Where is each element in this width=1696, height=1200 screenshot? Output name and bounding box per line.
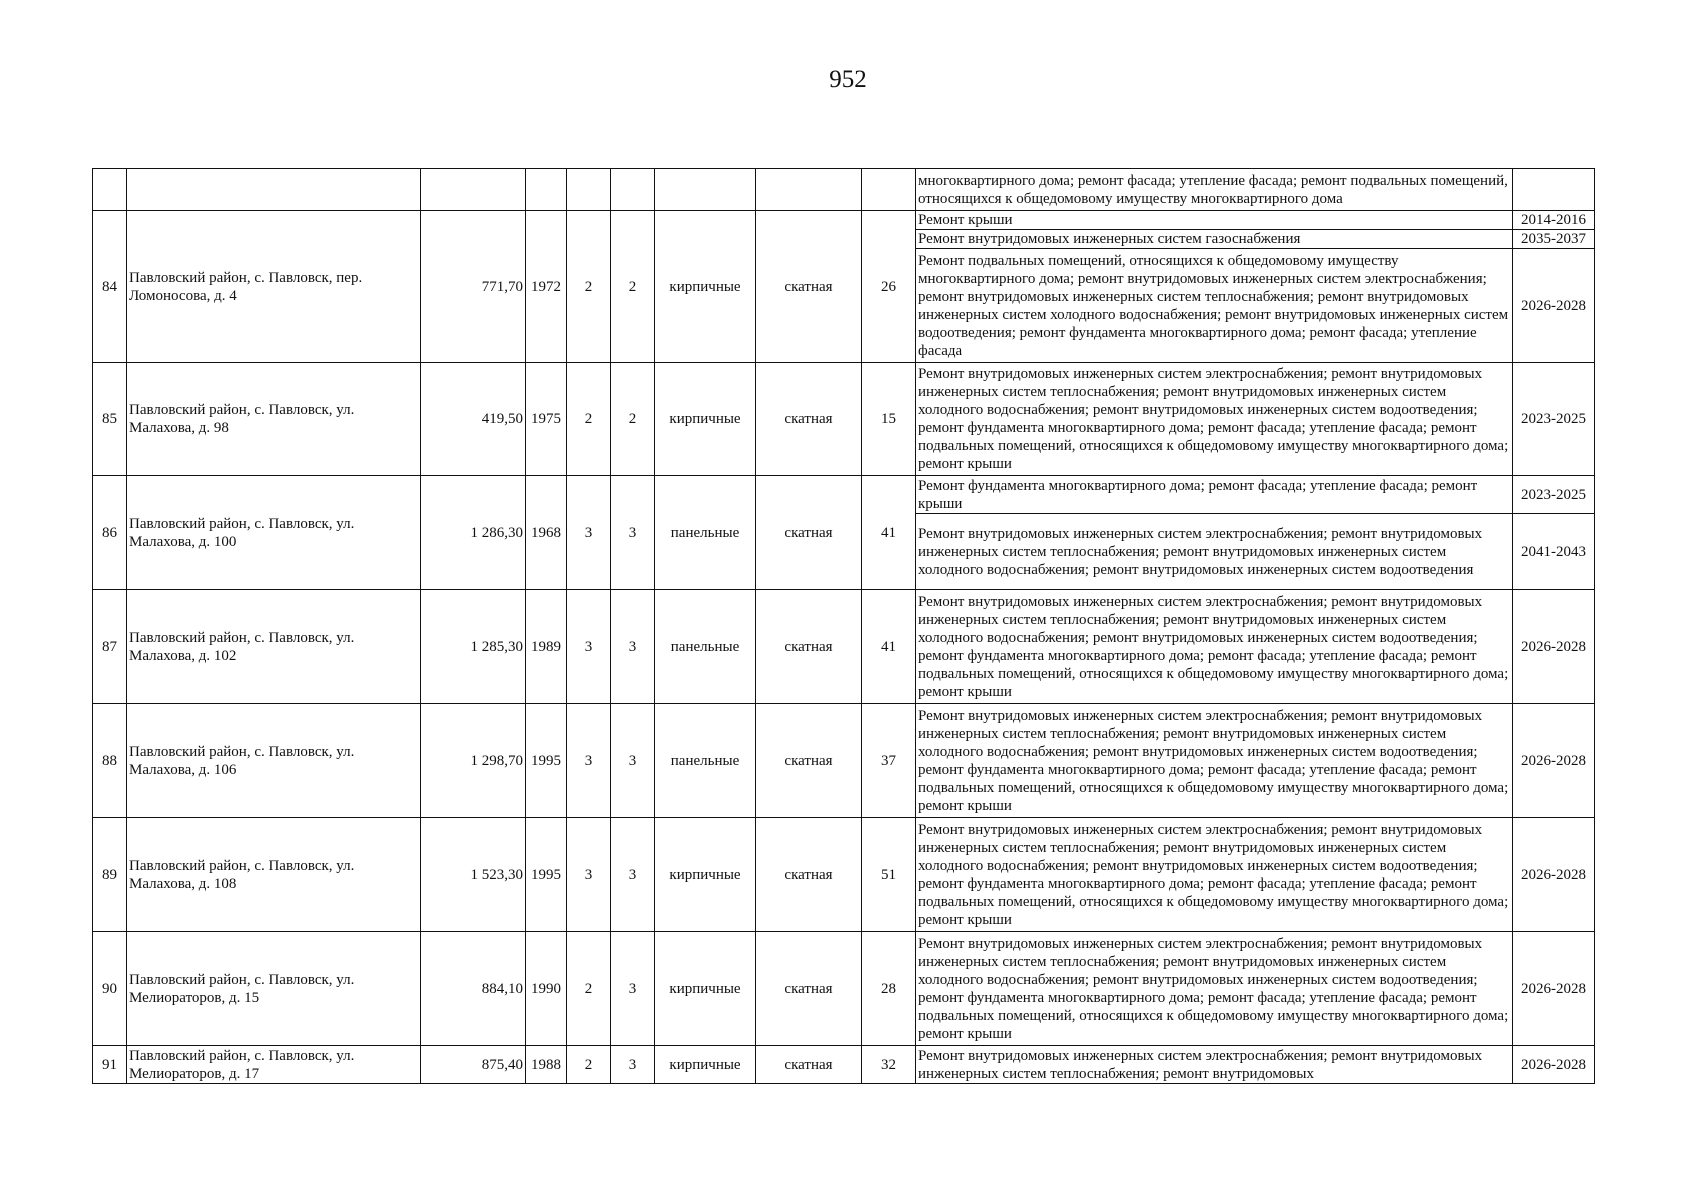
continuation-row xyxy=(93,169,1595,211)
table-row xyxy=(93,818,1595,932)
residents-cell: 28 xyxy=(862,932,916,1046)
area-cell: 1 523,30 xyxy=(421,818,526,932)
entrances-cell: 2 xyxy=(611,363,655,476)
address-cell: Павловский район, с. Павловск, ул. Мелиораторов, д. 15 xyxy=(127,932,421,1046)
roof-type-cell: скатная xyxy=(756,1046,862,1084)
empty-cell xyxy=(862,169,916,211)
area-cell: 1 286,30 xyxy=(421,476,526,590)
wall-material-cell: кирпичные xyxy=(655,818,756,932)
empty-cell xyxy=(93,169,127,211)
empty-cell xyxy=(655,169,756,211)
work-description-cell: Ремонт подвальных помещений, относящихся к общедомовому имуществу многоквартирного дома; ремонт внутридомовых инженерных систем электроснабжения; ремонт внутридомовых инженерных систем теплоснабжения; ремонт внутридомовых инженерных систем холодного водоснабжения; ремонт внутридомовых инженерных систем водоотведения; ремонт фундамента многоквартирного дома; ремонт фасада; утепление фасада xyxy=(916,249,1513,363)
repair-period-cell: 2026-2028 xyxy=(1513,818,1595,932)
entrances-cell: 2 xyxy=(611,211,655,363)
residents-cell: 26 xyxy=(862,211,916,363)
entrances-cell: 3 xyxy=(611,932,655,1046)
repair-period-cell: 2014-2016 xyxy=(1513,211,1595,230)
address-cell: Павловский район, с. Павловск, ул. Малахова, д. 106 xyxy=(127,704,421,818)
empty-cell xyxy=(567,169,611,211)
floors-cell: 3 xyxy=(567,704,611,818)
work-description-cell: Ремонт фундамента многоквартирного дома; ремонт фасада; утепление фасада; ремонт крыши xyxy=(916,476,1513,514)
roof-type-cell: скатная xyxy=(756,211,862,363)
year-cell: 1968 xyxy=(526,476,567,590)
year-cell: 1972 xyxy=(526,211,567,363)
empty-cell xyxy=(1513,169,1595,211)
address-cell: Павловский район, с. Павловск, ул. Малахова, д. 102 xyxy=(127,590,421,704)
year-cell: 1990 xyxy=(526,932,567,1046)
roof-type-cell: скатная xyxy=(756,818,862,932)
work-description-cell: Ремонт внутридомовых инженерных систем электроснабжения; ремонт внутридомовых инженерных систем теплоснабжения; ремонт внутридомовых инженерных систем холодного водоснабжения; ремонт внутридомовых инженерных систем водоотведения; ремонт фундамента многоквартирного дома; ремонт фасада; утепление фасада; ремонт подвальных помещений, относящихся к общедомовому имуществу многоквартирного дома; ремонт крыши xyxy=(916,818,1513,932)
repair-period-cell: 2026-2028 xyxy=(1513,932,1595,1046)
empty-cell xyxy=(421,169,526,211)
year-cell: 1995 xyxy=(526,818,567,932)
floors-cell: 2 xyxy=(567,1046,611,1084)
repair-period-cell: 2026-2028 xyxy=(1513,1046,1595,1084)
floors-cell: 3 xyxy=(567,818,611,932)
empty-cell xyxy=(756,169,862,211)
roof-type-cell: скатная xyxy=(756,363,862,476)
work-description-cell: Ремонт внутридомовых инженерных систем электроснабжения; ремонт внутридомовых инженерных систем теплоснабжения; ремонт внутридомовых инженерных систем холодного водоснабжения; ремонт внутридомовых инженерных систем водоотведения xyxy=(916,514,1513,590)
table-row xyxy=(93,704,1595,818)
year-cell: 1988 xyxy=(526,1046,567,1084)
row-number: 90 xyxy=(93,932,127,1046)
floors-cell: 2 xyxy=(567,211,611,363)
work-description-cell: Ремонт внутридомовых инженерных систем газоснабжения xyxy=(916,230,1513,249)
work-description-cell: Ремонт внутридомовых инженерных систем электроснабжения; ремонт внутридомовых инженерных систем теплоснабжения; ремонт внутридомовых инженерных систем холодного водоснабжения; ремонт внутридомовых инженерных систем водоотведения; ремонт фундамента многоквартирного дома; ремонт фасада; утепление фасада; ремонт подвальных помещений, относящихся к общедомовому имуществу многоквартирного дома; ремонт крыши xyxy=(916,932,1513,1046)
table-row xyxy=(93,363,1595,476)
row-number: 91 xyxy=(93,1046,127,1084)
residents-cell: 51 xyxy=(862,818,916,932)
area-cell: 1 298,70 xyxy=(421,704,526,818)
year-cell: 1995 xyxy=(526,704,567,818)
table-row xyxy=(93,932,1595,1046)
wall-material-cell: кирпичные xyxy=(655,363,756,476)
repair-period-cell: 2035-2037 xyxy=(1513,230,1595,249)
address-cell: Павловский район, с. Павловск, ул. Малахова, д. 108 xyxy=(127,818,421,932)
entrances-cell: 3 xyxy=(611,1046,655,1084)
floors-cell: 2 xyxy=(567,932,611,1046)
residents-cell: 15 xyxy=(862,363,916,476)
work-description-cell: Ремонт внутридомовых инженерных систем электроснабжения; ремонт внутридомовых инженерных систем теплоснабжения; ремонт внутридомовых инженерных систем холодного водоснабжения; ремонт внутридомовых инженерных систем водоотведения; ремонт фундамента многоквартирного дома; ремонт фасада; утепление фасада; ремонт подвальных помещений, относящихся к общедомовому имуществу многоквартирного дома; ремонт крыши xyxy=(916,704,1513,818)
row-number: 88 xyxy=(93,704,127,818)
area-cell: 419,50 xyxy=(421,363,526,476)
row-number: 87 xyxy=(93,590,127,704)
table-row xyxy=(93,1046,1595,1084)
wall-material-cell: кирпичные xyxy=(655,1046,756,1084)
address-cell: Павловский район, с. Павловск, ул. Мелиораторов, д. 17 xyxy=(127,1046,421,1084)
row-number: 84 xyxy=(93,211,127,363)
roof-type-cell: скатная xyxy=(756,704,862,818)
work-description-cell: Ремонт крыши xyxy=(916,211,1513,230)
table-body xyxy=(93,169,1595,1084)
address-cell: Павловский район, с. Павловск, ул. Малахова, д. 100 xyxy=(127,476,421,590)
table-row xyxy=(93,476,1595,514)
empty-cell xyxy=(526,169,567,211)
roof-type-cell: скатная xyxy=(756,932,862,1046)
row-number: 89 xyxy=(93,818,127,932)
entrances-cell: 3 xyxy=(611,704,655,818)
repair-period-cell: 2026-2028 xyxy=(1513,249,1595,363)
repair-period-cell: 2026-2028 xyxy=(1513,590,1595,704)
address-cell: Павловский район, с. Павловск, ул. Малахова, д. 98 xyxy=(127,363,421,476)
row-number: 85 xyxy=(93,363,127,476)
row-number: 86 xyxy=(93,476,127,590)
floors-cell: 3 xyxy=(567,590,611,704)
repair-period-cell: 2023-2025 xyxy=(1513,363,1595,476)
entrances-cell: 3 xyxy=(611,590,655,704)
entrances-cell: 3 xyxy=(611,818,655,932)
year-cell: 1975 xyxy=(526,363,567,476)
housing-repair-table xyxy=(92,168,1595,1084)
empty-cell xyxy=(611,169,655,211)
area-cell: 884,10 xyxy=(421,932,526,1046)
residents-cell: 37 xyxy=(862,704,916,818)
repair-period-cell: 2023-2025 xyxy=(1513,476,1595,514)
wall-material-cell: панельные xyxy=(655,704,756,818)
residents-cell: 32 xyxy=(862,1046,916,1084)
page-number: 952 xyxy=(829,66,867,93)
area-cell: 875,40 xyxy=(421,1046,526,1084)
wall-material-cell: кирпичные xyxy=(655,932,756,1046)
residents-cell: 41 xyxy=(862,476,916,590)
entrances-cell: 3 xyxy=(611,476,655,590)
repair-period-cell: 2041-2043 xyxy=(1513,514,1595,590)
area-cell: 1 285,30 xyxy=(421,590,526,704)
roof-type-cell: скатная xyxy=(756,476,862,590)
work-description-cell: Ремонт внутридомовых инженерных систем электроснабжения; ремонт внутридомовых инженерных систем теплоснабжения; ремонт внутридомовых xyxy=(916,1046,1513,1084)
residents-cell: 41 xyxy=(862,590,916,704)
work-description-cell: Ремонт внутридомовых инженерных систем электроснабжения; ремонт внутридомовых инженерных систем теплоснабжения; ремонт внутридомовых инженерных систем холодного водоснабжения; ремонт внутридомовых инженерных систем водоотведения; ремонт фундамента многоквартирного дома; ремонт фасада; утепление фасада; ремонт подвальных помещений, относящихся к общедомовому имуществу многоквартирного дома; ремонт крыши xyxy=(916,590,1513,704)
floors-cell: 3 xyxy=(567,476,611,590)
empty-cell xyxy=(127,169,421,211)
repair-period-cell: 2026-2028 xyxy=(1513,704,1595,818)
work-description-cell: Ремонт внутридомовых инженерных систем электроснабжения; ремонт внутридомовых инженерных систем теплоснабжения; ремонт внутридомовых инженерных систем холодного водоснабжения; ремонт внутридомовых инженерных систем водоотведения; ремонт фундамента многоквартирного дома; ремонт фасада; утепление фасада; ремонт подвальных помещений, относящихся к общедомовому имуществу многоквартирного дома; ремонт крыши xyxy=(916,363,1513,476)
table-row xyxy=(93,590,1595,704)
floors-cell: 2 xyxy=(567,363,611,476)
address-cell: Павловский район, с. Павловск, пер. Ломоносова, д. 4 xyxy=(127,211,421,363)
table-row xyxy=(93,211,1595,230)
area-cell: 771,70 xyxy=(421,211,526,363)
wall-material-cell: панельные xyxy=(655,590,756,704)
wall-material-cell: кирпичные xyxy=(655,211,756,363)
wall-material-cell: панельные xyxy=(655,476,756,590)
work-cell: многоквартирного дома; ремонт фасада; утепление фасада; ремонт подвальных помещений, относящихся к общедомовому имуществу многоквартирного дома xyxy=(916,169,1513,211)
year-cell: 1989 xyxy=(526,590,567,704)
roof-type-cell: скатная xyxy=(756,590,862,704)
